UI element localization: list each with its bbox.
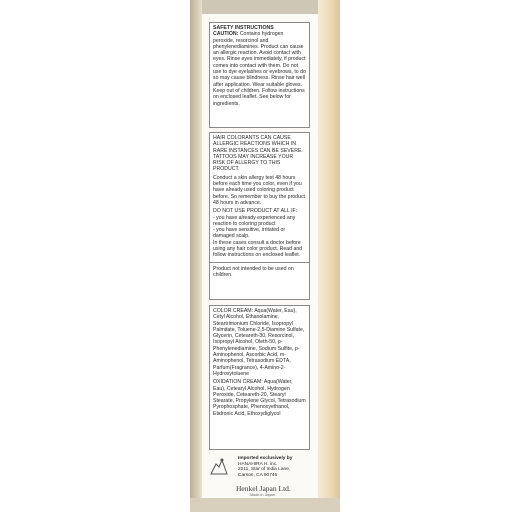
children-text: Product not intended to be used on children. [213,265,294,278]
condition-1: - you have already experienced any reaction to coloring product [213,214,296,227]
importer-address-1: 2211, Star of India Lane, [238,467,291,473]
do-not-use-heading: DO NOT USE PRODUCT AT ALL IF: [213,208,298,215]
importer-footer [206,454,316,496]
allergy-warning: HAIR COLORANTS CAN CAUSE ALLERGIC REACTIONS WHICH IN RARE INSTANCES CAN BE SEVERE. TATTOOS MAY INCREASE YOUR RISK OF ALLERGY TO THIS PRODUCT. [213,135,303,173]
caution-text [213,31,306,107]
importer-name: HANAHIRA H. inc. [238,461,278,467]
box-right-edge [318,0,340,512]
safety-instructions-panel [209,22,310,128]
caution-body: Contains hydrogen peroxide, resorcinol and phenylenediamines. Product can cause an allergic reaction. Avoid contact with eyes. Rinse eyes immediately, if product comes into contact with them. Do not use to dye eyelashes or eyebrows, to do so may cause blindness. Rinse hair well after application. Wear suitable gloves. Keep out of children. Follow instructions on enclosed leaflet. See below for ingredients. [213,31,306,107]
color-cream-ingredients: COLOR CREAM: Aqua(Water, Eau), Cetyl Alcohol, Ethanolamine, Steartrimonium Chloride, Isopropyl Palmitate, Toluene-2,5-Diamine Sulfate, Glycerin, Ceteareth-30, Resorcinol, Isopropyl Alcohol, Oleth-50, p-Phenylenediamine, Sodium Sulfite, p-Aminophenol, Ascorbic Acid, m-Aminophenol, Tetrasodium EDTA, Parfum(Fragrance), 4-Amino-2-Hydroxytoluene [213,308,305,377]
condition-2: - you have sensitive, irritated or damaged scalp. [213,227,286,240]
consult-text: In these cases consult a doctor before using any hair color product. Read and follow instructions on enclosed leaflet. [213,239,303,259]
crane-logo-icon [208,456,230,478]
importer-info [238,456,318,478]
box-left-edge [190,0,202,512]
divider [210,262,309,263]
box-bottom-edge [190,498,340,512]
maker-origin: Made in Japan [250,493,275,497]
importer-label: Imported exclusively by [238,456,293,461]
allergy-warning-panel [209,132,310,300]
ingredients-panel [209,305,310,450]
safety-title: SAFETY INSTRUCTIONS [213,25,274,31]
caution-label: CAUTION: [213,31,239,38]
maker-name: Henkel Japan Ltd. [236,484,291,493]
oxidation-cream-ingredients: OXIDATION CREAM: Aqua(Water, Eau), Cetearyl Alcohol, Hydrogen Peroxide, Ceteareth-20, Stearyl Stearate, Propylene Glycol, Tetrasodium Pyrophosphate, Phenoxyethanol, Etidronic Acid, Ethoxydiglycol [213,379,306,417]
importer-address-2: Carson, CA 90746 [238,472,278,478]
skin-test-text: Conduct a skin allergy test 48 hours before each time you color, even if you have already used coloring product before. So remember to buy the product 48 hours in advance. [213,174,305,206]
